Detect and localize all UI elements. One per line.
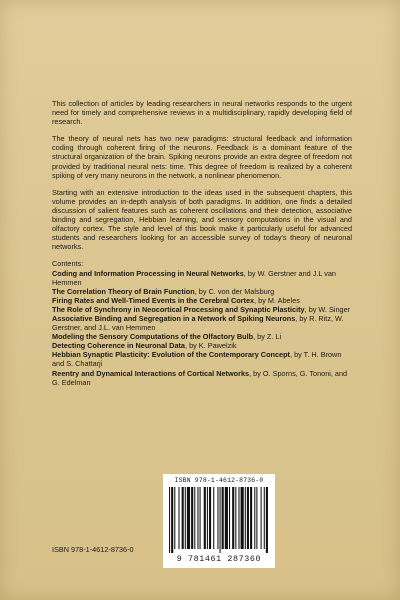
barcode-bar — [187, 487, 190, 549]
entry-title: Modeling the Sensory Computations of the Olfactory Bulb — [52, 332, 254, 342]
entry-title: Reentry and Dynamical Interactions of Cortical Networks — [52, 368, 250, 378]
barcode-bar — [250, 487, 252, 549]
barcode-bar — [194, 487, 195, 549]
entry-authors: by O. Sporns, G. Tononi, and G. Edelman — [52, 368, 348, 387]
barcode-bar — [232, 487, 234, 549]
entry-authors: by C. von der Malsburg — [198, 286, 275, 296]
contents-entry: Coding and Information Processing in Neural Networks, by W. Gerstner and J.L van Hemmen — [52, 268, 336, 287]
barcode-bar — [200, 487, 201, 549]
entry-title: Hebbian Synaptic Plasticity: Evolution of the Contemporary Concept — [52, 350, 290, 360]
paragraph-overview: Starting with an extensive introduction to the ideas used in the subsequent chapters, this volume provides an in-depth analysis of both paradigms. In addition, one finds a detailed discussion of salient features such as coherent oscillations and their detection, associative binding and segregation, Hebbian learning, and sensory computations in the visual and olfactory cortex. The style and level of this book make it particularly useful for advanced students and researchers looking for an accessible survey of today's theory of neuronal networks. — [52, 187, 352, 252]
entry-authors: by W. Singer — [308, 304, 351, 314]
barcode-bar — [220, 487, 221, 553]
barcode-digits: 9 781461 287360 — [176, 554, 262, 564]
barcode-bar — [254, 487, 255, 549]
barcode-bar — [169, 487, 170, 553]
entry-title: Detecting Coherence in Neuronal Data — [52, 341, 185, 351]
barcode-bar — [256, 487, 257, 549]
barcode-bar — [241, 487, 244, 549]
contents-entry: Modeling the Sensory Computations of the Olfactory Bulb, by Z. Li — [52, 332, 282, 342]
barcode-bar — [217, 487, 218, 549]
back-cover-text — [52, 99, 352, 387]
entry-authors: by R. Ritz, W. Gerstner, and J.L. van Hemmen — [52, 313, 344, 333]
barcode-isbn-label: ISBN 978-1-4612-8736-0 — [174, 477, 264, 484]
contents-entry: Associative Binding and Segregation in a Network of Spiking Neurons, by R. Ritz, W. Gerstner, and J.L. van Hemmen — [52, 313, 344, 333]
isbn-text: ISBN 978-1-4612-8736-0 — [52, 545, 134, 554]
barcode-bar — [247, 487, 249, 549]
barcode-bar — [229, 487, 230, 549]
barcode-bar — [209, 487, 211, 549]
entry-title: Firing Rates and Well-Timed Events in the Cerebral Cortex — [52, 295, 255, 305]
entry-authors: by Z. Li — [257, 332, 282, 342]
barcode-bar — [261, 487, 262, 549]
contents-entry: Reentry and Dynamical Interactions of Cortical Networks, by O. Sporns, G. Tononi, and G. Edelman — [52, 368, 348, 387]
barcode-bar — [213, 487, 214, 549]
barcode-bar — [191, 487, 193, 549]
barcode-bar — [238, 487, 239, 549]
barcode-box — [163, 474, 275, 568]
barcode-bar — [222, 487, 224, 549]
entry-title: Associative Binding and Segregation in a Network of Spiking Neurons — [52, 313, 296, 323]
barcode-bar — [264, 487, 265, 549]
contents-entry: The Correlation Theory of Brain Function, by C. von der Malsburg — [52, 286, 275, 296]
barcode-bar — [185, 487, 186, 549]
entry-title: Coding and Information Processing in Neural Networks — [52, 268, 244, 278]
barcode-bar — [245, 487, 246, 549]
barcode-bar — [197, 487, 198, 549]
contents-entry: Firing Rates and Well-Timed Events in the Cerebral Cortex, by M. Abeles — [52, 295, 300, 305]
barcode-bar — [266, 487, 268, 553]
entry-authors: by M. Abeles — [258, 295, 300, 305]
entry-authors: by W. Gerstner and J.L van Hemmen — [52, 268, 336, 287]
entry-title: The Role of Synchrony in Neocortical Processing and Synaptic Plasticity — [52, 304, 305, 314]
contents-list — [52, 269, 352, 387]
contents-heading: Contents: — [52, 259, 84, 269]
barcode-bar — [235, 487, 236, 549]
entry-authors: by T. H. Brown and S. Chattarji — [52, 350, 342, 369]
barcode-bar — [171, 487, 173, 553]
entry-authors: by K. Pawelzik — [189, 341, 237, 351]
paragraph-intro: This collection of articles by leading researchers in neural networks responds to the urgent need for timely and comprehensive reviews in a multidisciplinary, rapidly developing field of research. — [52, 99, 352, 127]
barcode-bar — [178, 487, 179, 549]
paragraph-paradigms: The theory of neural nets has two new paradigms: structural feedback and information coding through coherent firing of the neurons. Feedback is a dominant feature of the structural organization of the brain. Spiking neurons provide an extra degree of freedom not provided by traditional neural nets: time. This degree of freedom is realized by a coherent spiking of very many neurons in the network, a nonlinear phenomenon. — [52, 134, 352, 180]
contents-entry: The Role of Synchrony in Neocortical Processing and Synaptic Plasticity, by W. Singer — [52, 304, 351, 314]
contents-entry: Detecting Coherence in Neuronal Data, by K. Pawelzik — [52, 341, 237, 351]
barcode-icon — [169, 487, 269, 553]
barcode-bar — [174, 487, 175, 549]
entry-title: The Correlation Theory of Brain Function — [52, 286, 195, 296]
contents-entry: Hebbian Synaptic Plasticity: Evolution of the Contemporary Concept, by T. H. Brown and S. Chattarji — [52, 350, 342, 369]
barcode-bar — [225, 487, 228, 549]
barcode-bar — [207, 487, 208, 549]
barcode-bar — [204, 487, 206, 549]
barcode-bar — [182, 487, 184, 549]
